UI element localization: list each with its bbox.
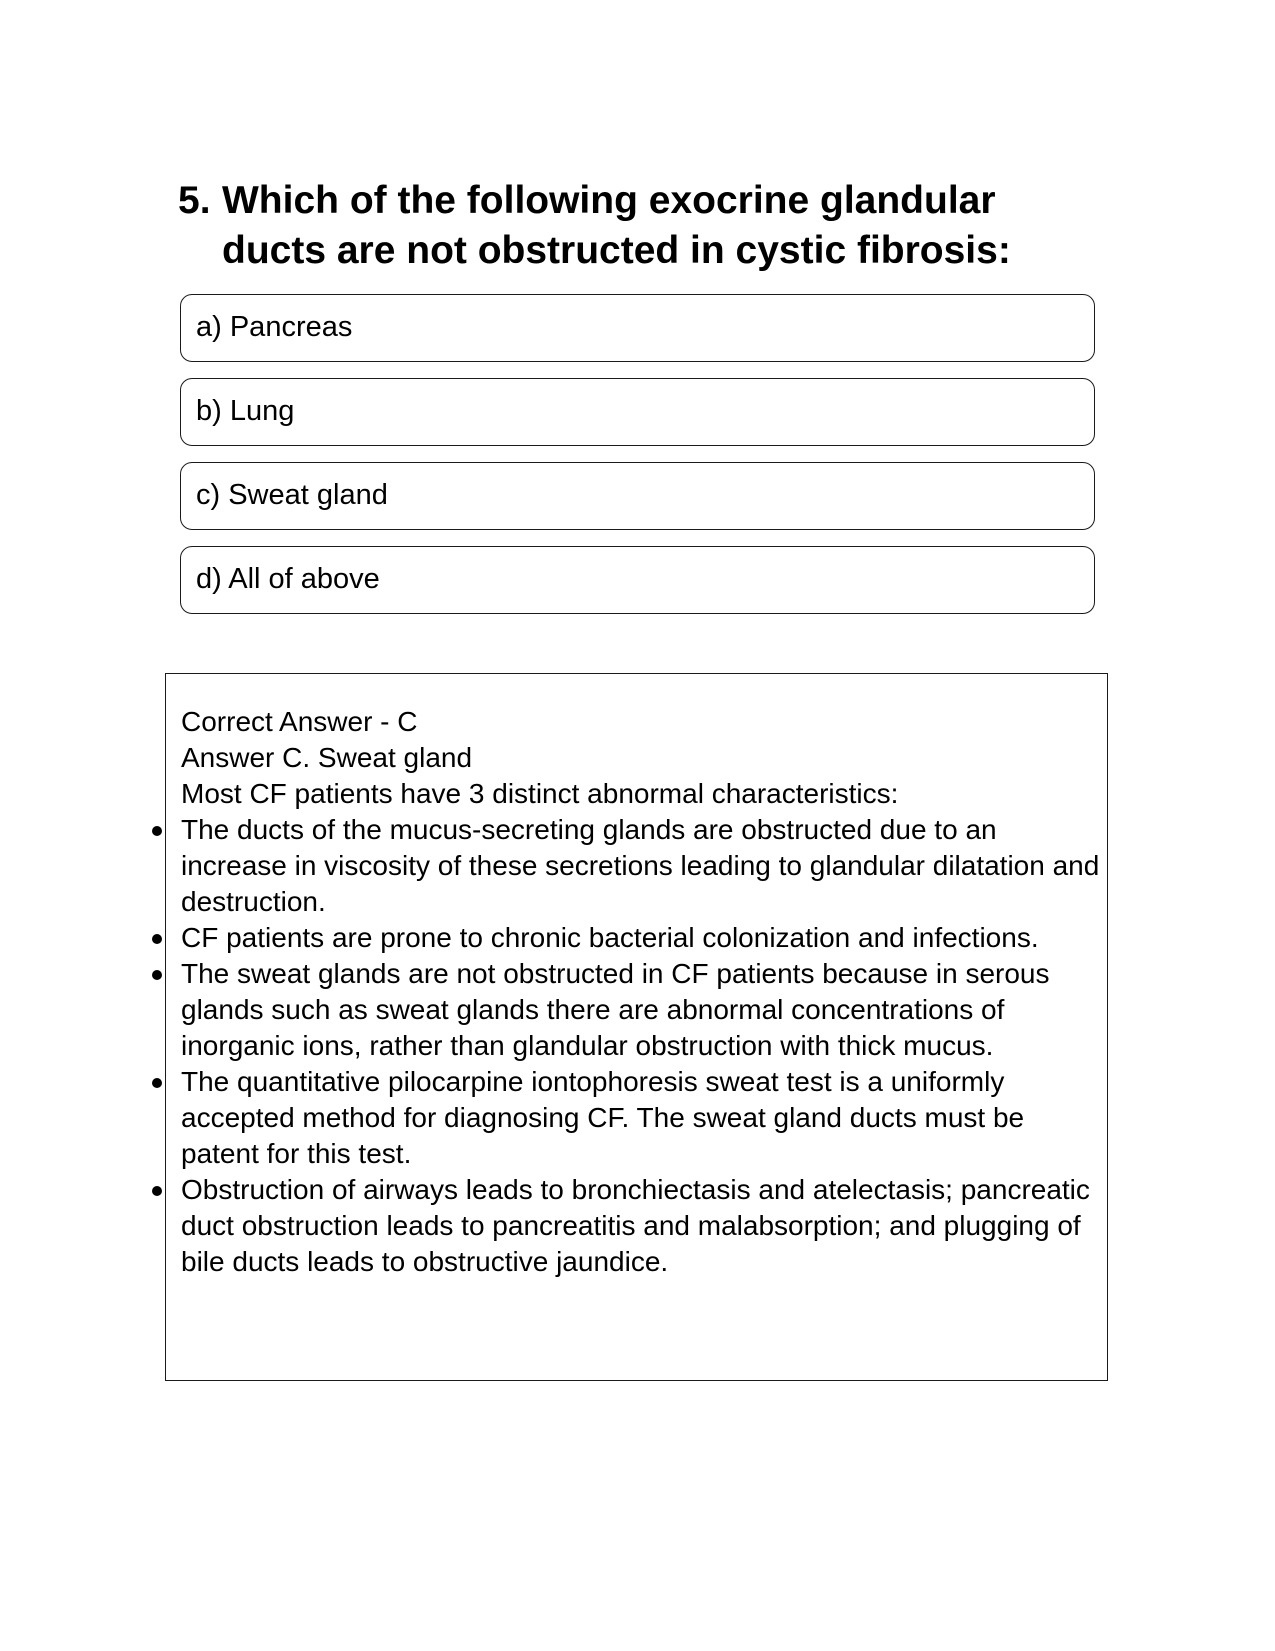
bullet-icon <box>152 1186 162 1196</box>
question-text: Which of the following exocrine glandular ducts are not obstructed in cystic fibrosis: <box>222 179 1011 272</box>
bullet-icon <box>152 826 162 836</box>
bullet-icon <box>152 934 162 944</box>
answer-intro: Most CF patients have 3 distinct abnormal characteristics: <box>181 778 899 809</box>
bullet-text: The ducts of the mucus-secreting glands are obstructed due to an increase in viscosity of these secretions leading to glandular dilatation and destruction. <box>181 814 1100 917</box>
bullet-text: Obstruction of airways leads to bronchiectasis and atelectasis; pancreatic duct obstruction leads to pancreatitis and malabsorption; and plugging of bile ducts leads to obstructive jaundice. <box>181 1174 1090 1277</box>
answer-options <box>180 294 1095 630</box>
bullet-item <box>181 920 1101 956</box>
option-d[interactable]: d) All of above <box>180 546 1095 614</box>
question-number: 5. <box>178 179 211 222</box>
bullet-item <box>181 1172 1101 1280</box>
answer-explanation <box>181 704 1101 1280</box>
bullet-text: The quantitative pilocarpine iontophoresis sweat test is a uniformly accepted method for diagnosing CF. The sweat gland ducts must be patent for this test. <box>181 1066 1025 1169</box>
correct-answer: Correct Answer - C <box>181 706 418 737</box>
option-b[interactable]: b) Lung <box>180 378 1095 446</box>
option-c[interactable]: c) Sweat gland <box>180 462 1095 530</box>
option-a[interactable]: a) Pancreas <box>180 294 1095 362</box>
answer-title: Answer C. Sweat gland <box>181 742 473 773</box>
bullet-text: The sweat glands are not obstructed in CF patients because in serous glands such as sweat glands there are abnormal concentrations of inorganic ions, rather than glandular obstruction with thick mucus. <box>181 958 1050 1061</box>
bullet-item <box>181 1064 1101 1172</box>
explanation-bullets <box>181 812 1101 1280</box>
bullet-icon <box>152 1078 162 1088</box>
bullet-item <box>181 956 1101 1064</box>
bullet-text: CF patients are prone to chronic bacterial colonization and infections. <box>181 922 1039 953</box>
bullet-icon <box>152 970 162 980</box>
bullet-item <box>181 812 1101 920</box>
question-heading <box>178 176 1098 276</box>
